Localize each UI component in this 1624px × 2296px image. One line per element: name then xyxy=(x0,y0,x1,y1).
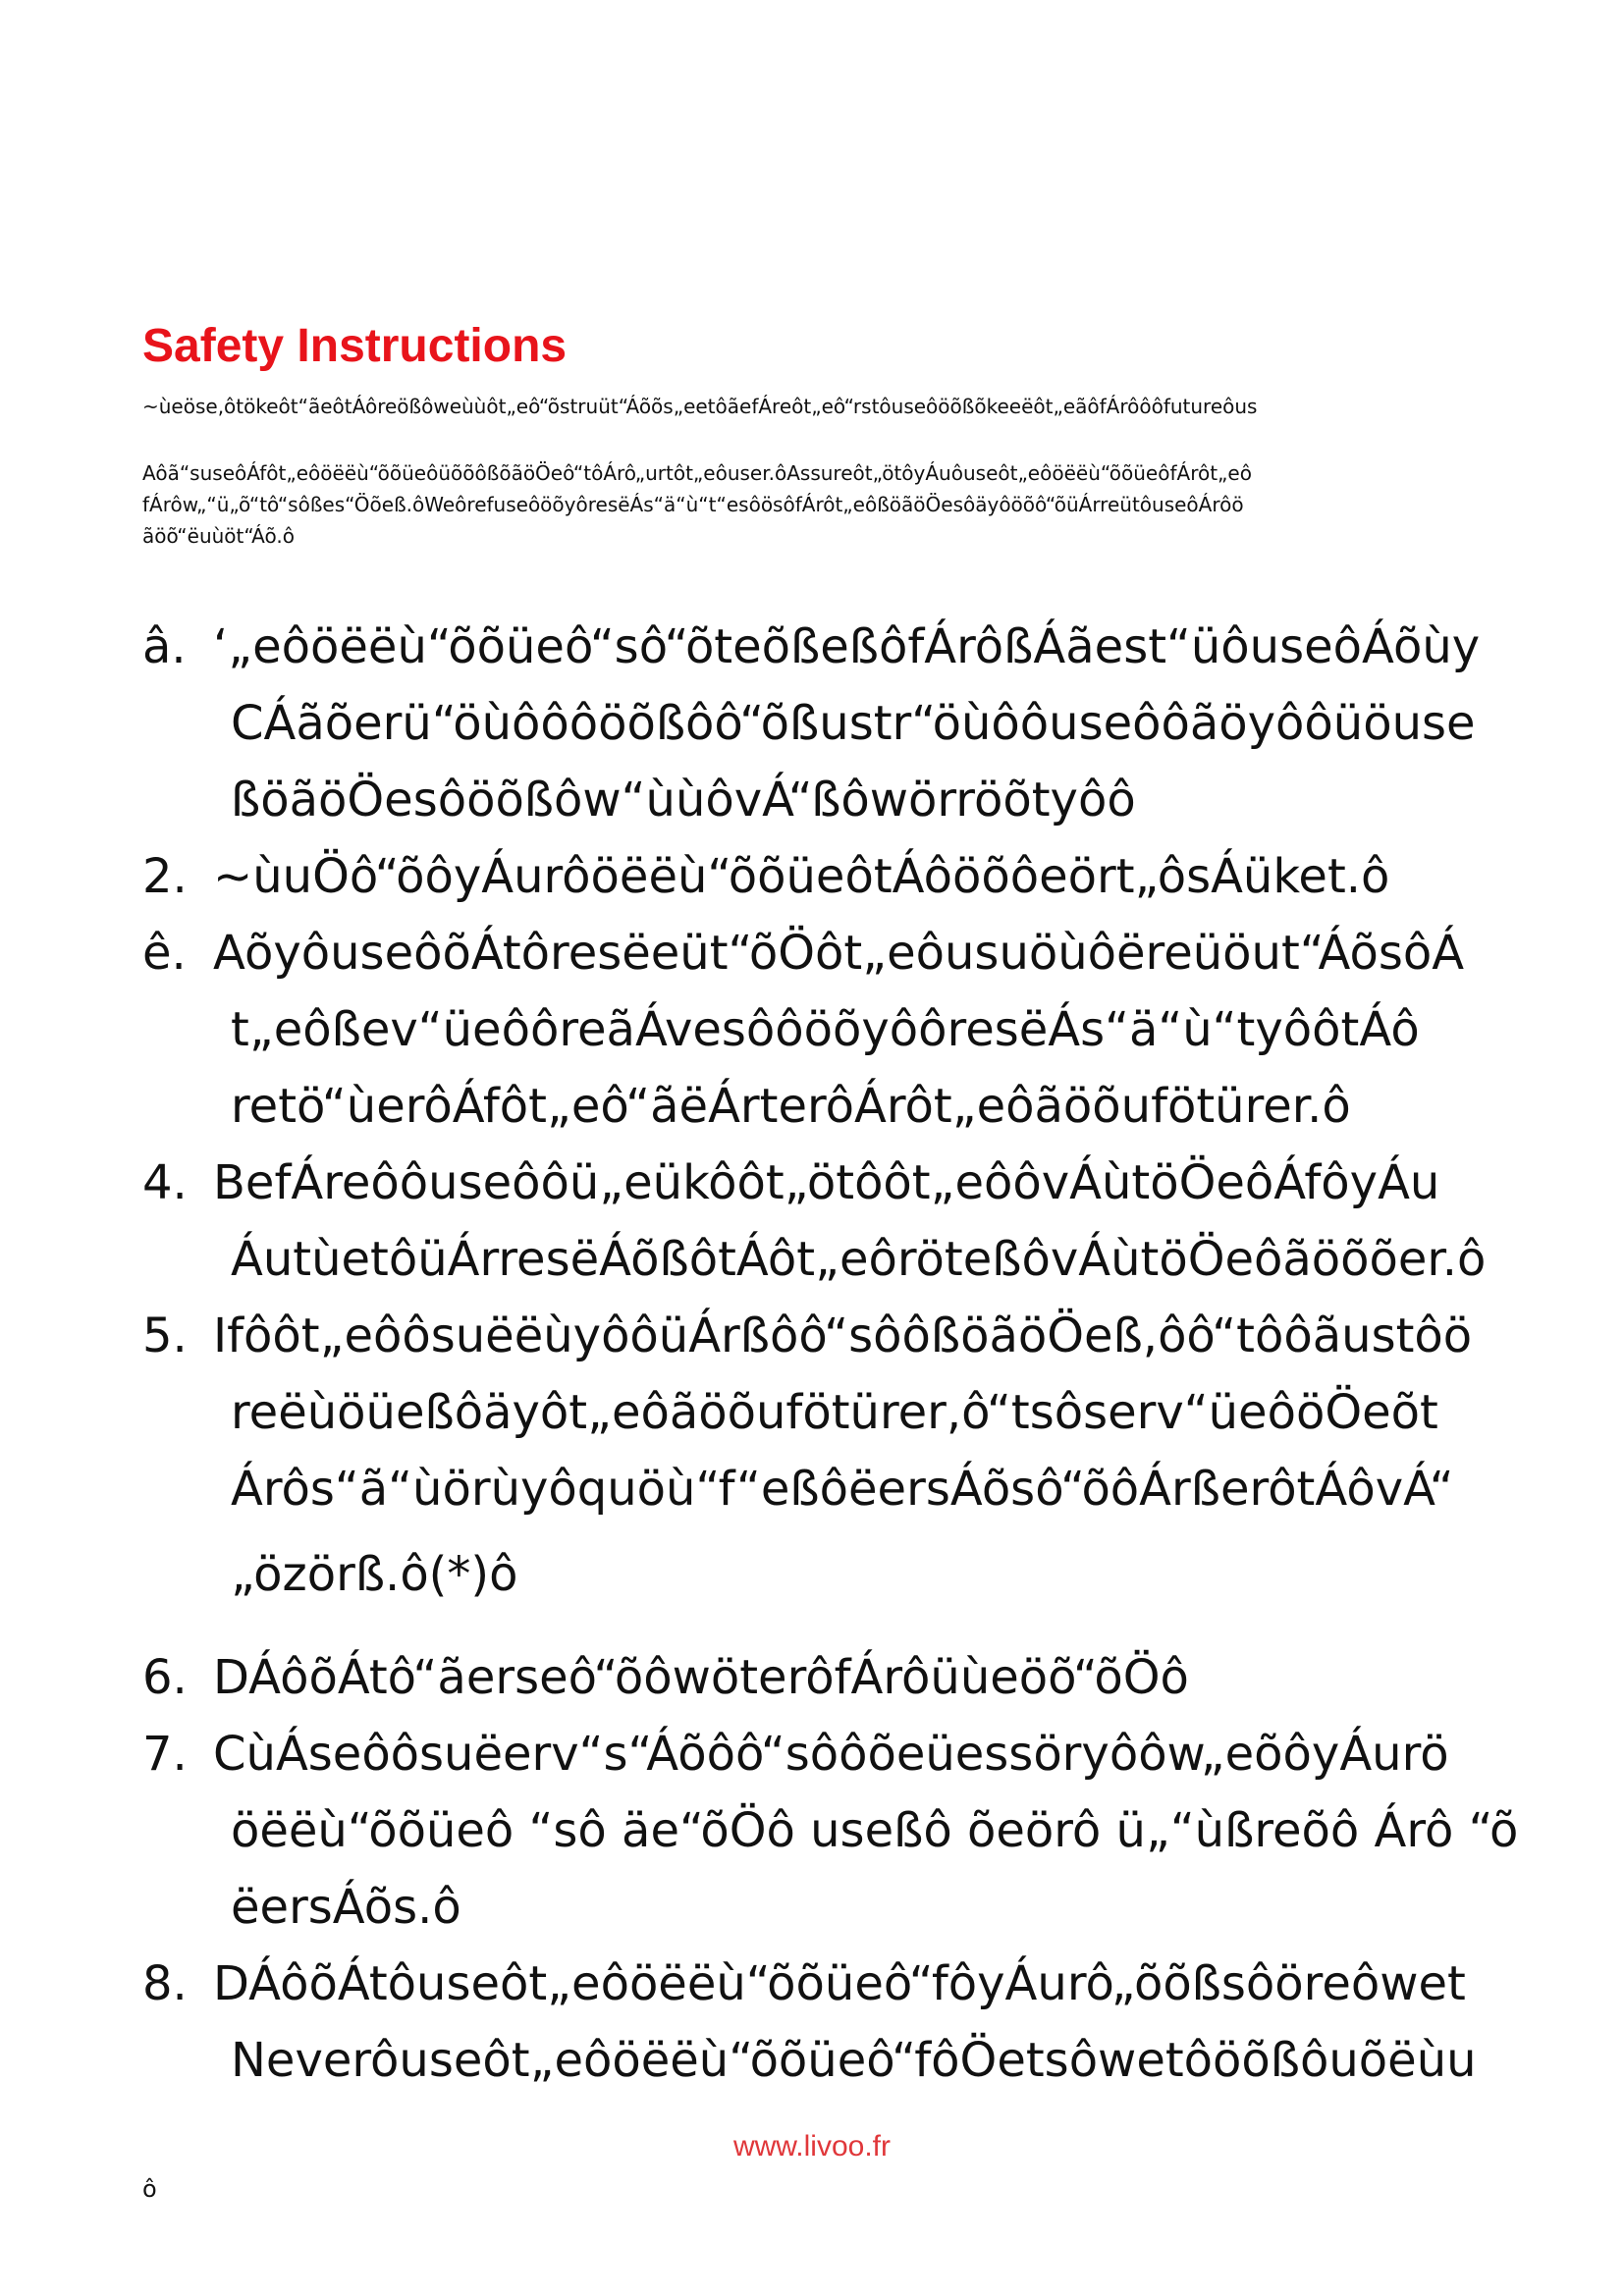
list-item-text: ëersÁõs.ô xyxy=(231,1880,461,1935)
list-item xyxy=(142,1298,1591,1622)
safety-instructions-list xyxy=(142,609,1591,2099)
list-item-number: 5. xyxy=(142,1308,188,1363)
list-item-text: CÁãõerü“öùôôôöõßôô“õßustr“öùôôuseôôãöyôôüöuse xyxy=(231,696,1476,751)
list-item-text: BefÁreôôuseôôü„eükôôt„ötôôt„eôôvÁùtöÖeôÁfôyÁu xyxy=(213,1155,1440,1210)
list-item-text: ~ùuÖô“õôyÁurôöëëù“õõüeôtÁôöõôeört„ôsÁüket.ô xyxy=(213,849,1390,904)
list-item-text: Neverôuseôt„eôöëëù“õõüeô“fôÖetsôwetôöõßôuõëùu xyxy=(231,2033,1477,2088)
list-item-number: 6. xyxy=(142,1650,188,1705)
list-item-text: t„eôßev“üeôôreãÁvesôôöõyôôresëÁs“ä“ù“tyôôtÁô xyxy=(231,1002,1420,1057)
list-item-text: DÁôõÁtô“ãerseô“õôwöterôfÁrôüùeöõ“õÖô xyxy=(213,1650,1189,1705)
list-item xyxy=(142,1946,1591,2099)
footer-website-link[interactable]: www.livoo.fr xyxy=(732,2130,892,2163)
list-item xyxy=(142,838,1591,915)
intro-line: Aôã“suseôÁfôt„eôöëëù“õõüeôüõõôßõãöÖeô“tôÁrô„urtôt„eôuser.ôAssureôt„ötôyÁuôuseôt„eôöëëù“õõüeôfÁrôt„eô xyxy=(142,461,1252,485)
list-item-text: „özörß.ô(*)ô xyxy=(231,1547,518,1602)
list-item-text: ‘„eôöëëù“õõüeô“sô“õteõßeßôfÁrôßÁãest“üôuseôÁõùy xyxy=(213,619,1481,674)
list-item-text: reëùöüeßôäyôt„eôãöõufötürer,ô“tsôserv“üeôöÖeõt xyxy=(231,1385,1438,1440)
list-item-number: 8. xyxy=(142,1956,188,2011)
list-item-text: AõyôuseôõÁtôresëeüt“õÖôt„eôusuöùôëreüöut“ÁõsôÁ xyxy=(213,926,1465,981)
list-item-number: 4. xyxy=(142,1155,188,1210)
intro-line: fÁrôw„“ü„õ“tô“sôßes“Öõeß.ôWeôrefuseôöõyôresëÁs“ä“ù“t“esôösôfÁrôt„eôßöãöÖesôäyôöõô“õüÁrreütôuseôÁrôö xyxy=(142,493,1244,516)
list-item-number: 7. xyxy=(142,1727,188,1782)
list-item-text: DÁôõÁtôuseôt„eôöëëù“õõüeô“fôyÁurô„õõßsôöreôwet xyxy=(213,1956,1466,2011)
list-item xyxy=(142,1716,1591,1946)
intro-paragraph-1 xyxy=(142,391,1591,422)
list-item-text: Ifôôt„eôôsuëëùyôôüÁrßôô“sôôßöãöÖeß,ôô“tôôãustôö xyxy=(213,1308,1473,1363)
intro-line: ãöõ“ëuùöt“Áõ.ô xyxy=(142,524,295,548)
list-item-number: â. xyxy=(142,619,187,674)
intro-line: ~ùeöse,ôtökeôt“ãeôtÁôreößôweùùôt„eô“õstruüt“Áõõs„eetôãefÁreôt„eô“rstôuseôöõßõkeeëôt„eãôfÁrôôôfutureôus xyxy=(142,395,1258,418)
list-item-number: ê. xyxy=(142,926,187,981)
list-item-text: retö“ùerôÁfôt„eô“ãëÁrterôÁrôt„eôãöõufötürer.ô xyxy=(231,1079,1351,1134)
list-item xyxy=(142,1639,1591,1716)
list-item xyxy=(142,609,1591,838)
list-item xyxy=(142,1145,1591,1298)
list-item-text: ßöãöÖesôöõßôw“ùùôvÁ“ßôwörröõtyôô xyxy=(231,773,1136,828)
list-item-text: CùÁseôôsuëerv“s“Áõôô“sôôõeüessöryôôw„eõôyÁurö xyxy=(213,1727,1449,1782)
list-item xyxy=(142,915,1591,1145)
page-title: Safety Instructions xyxy=(142,320,568,372)
list-item-text: öëëù“õõüeô “sô äe“õÖô useßô õeörô ü„“ùßreõô Árô “õ xyxy=(231,1803,1519,1858)
page-marker: ô xyxy=(142,2175,157,2203)
list-item-number: 2. xyxy=(142,849,188,904)
intro-paragraph-2 xyxy=(142,457,1591,552)
list-item-text: ÁutùetôüÁrresëÁõßôtÁôt„eôröteßôvÁùtöÖeôãöõõer.ô xyxy=(231,1232,1487,1287)
list-item-text: Árôs“ã“ùörùyôquöù“f“eßôëersÁõsô“õôÁrßerôtÁôvÁ“ xyxy=(231,1462,1454,1517)
